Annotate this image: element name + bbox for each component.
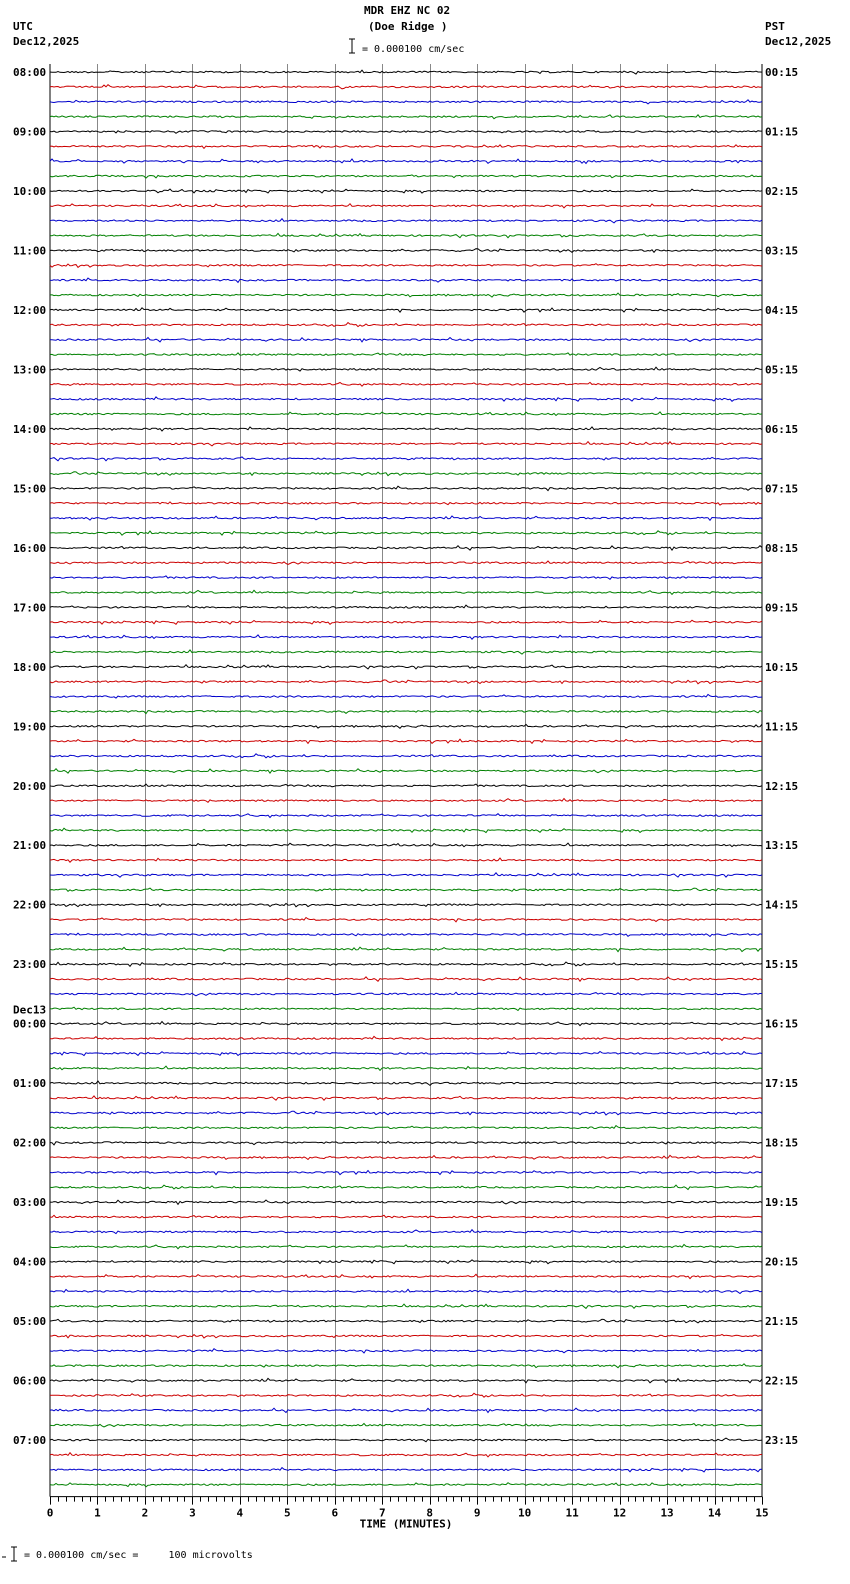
utc-hour-label: 15:00: [13, 482, 47, 496]
trace-line: [50, 888, 762, 891]
trace-line: [50, 1215, 762, 1218]
pst-hour-label: 21:15: [765, 1315, 799, 1329]
trace-line: [50, 382, 762, 386]
trace-line: [50, 516, 762, 520]
trace-line: [50, 1066, 762, 1070]
station-title: MDR EHZ NC 02: [364, 4, 451, 17]
utc-hour-label: 12:00: [13, 303, 47, 317]
trace-line: [50, 131, 762, 134]
x-tick-label: 4: [236, 1506, 244, 1520]
pst-hour-label: 15:15: [765, 958, 799, 972]
utc-hour-label: 00:00: [13, 1017, 47, 1031]
trace-line: [50, 353, 762, 356]
trace-line: [50, 1185, 762, 1189]
right-timezone: PST: [765, 20, 785, 33]
trace-line: [50, 977, 762, 981]
trace-line: [50, 903, 762, 906]
trace-line: [50, 159, 762, 164]
x-tick-label: 14: [707, 1506, 722, 1520]
utc-date-label: Dec13: [13, 1003, 47, 1017]
trace-line: [50, 1096, 762, 1100]
pst-hour-label: 02:15: [765, 184, 799, 198]
trace-line: [50, 293, 762, 297]
trace-line: [50, 843, 762, 847]
trace-line: [50, 502, 762, 505]
x-tick-label: 15: [755, 1506, 769, 1520]
x-tick-label: 9: [473, 1506, 481, 1520]
pst-hour-label: 23:15: [765, 1434, 799, 1448]
utc-hour-label: 17:00: [13, 601, 47, 615]
x-tick-label: 5: [284, 1506, 291, 1520]
pst-hour-label: 13:15: [765, 839, 799, 853]
pst-hour-label: 09:15: [765, 601, 799, 615]
x-axis-title: TIME (MINUTES): [359, 1517, 453, 1531]
trace-line: [50, 1289, 762, 1293]
x-tick-label: 0: [46, 1506, 54, 1520]
trace-line: [50, 233, 762, 237]
pst-hour-label: 19:15: [765, 1196, 799, 1210]
utc-hour-label: 01:00: [13, 1077, 47, 1091]
x-tick-label: 1: [94, 1506, 101, 1520]
trace-line: [50, 1393, 762, 1397]
trace-line: [50, 278, 762, 282]
trace-line: [50, 412, 762, 416]
trace-line: [50, 769, 762, 773]
utc-hour-label: 16:00: [13, 541, 47, 555]
trace-line: [50, 1364, 762, 1368]
scale-text: = 0.000100 cm/sec: [362, 44, 465, 55]
x-tick-label: 12: [612, 1506, 627, 1520]
trace-line: [50, 472, 762, 476]
utc-hour-label: 06:00: [13, 1374, 47, 1388]
right-date: Dec12,2025: [765, 35, 832, 48]
trace-line: [50, 947, 762, 951]
trace-line: [50, 650, 762, 654]
left-timezone: UTC: [13, 20, 33, 33]
trace-line: [50, 605, 762, 608]
trace-line: [50, 694, 762, 698]
trace-line: [50, 799, 762, 803]
trace-line: [50, 1230, 762, 1234]
pst-hour-label: 20:15: [765, 1255, 799, 1269]
trace-line: [50, 427, 762, 431]
trace-line: [50, 1111, 762, 1115]
pst-hour-label: 06:15: [765, 422, 799, 436]
footer-scale-icon: [0, 1545, 20, 1563]
trace-line: [50, 338, 762, 342]
trace-line: [50, 1126, 762, 1129]
site-name: (Doe Ridge ): [368, 20, 448, 33]
trace-line: [50, 1081, 762, 1085]
trace-line: [50, 367, 762, 371]
trace-line: [50, 1036, 762, 1040]
utc-hour-label: 10:00: [13, 184, 47, 198]
trace-line: [50, 1141, 762, 1145]
x-tick-label: 6: [331, 1506, 339, 1520]
utc-hour-label: 08:00: [13, 66, 47, 79]
trace-line: [50, 308, 762, 312]
pst-hour-label: 11:15: [765, 720, 799, 734]
trace-line: [50, 1022, 762, 1026]
trace-line: [50, 1453, 762, 1457]
trace-line: [50, 70, 762, 74]
utc-hour-label: 22:00: [13, 898, 47, 912]
trace-line: [50, 1438, 762, 1442]
trace-line: [50, 219, 762, 223]
trace-line: [50, 249, 762, 253]
utc-hour-label: 13:00: [13, 363, 47, 377]
utc-hour-label: 14:00: [13, 422, 47, 436]
utc-hour-label: 20:00: [13, 779, 47, 793]
pst-hour-label: 22:15: [765, 1374, 799, 1388]
utc-hour-label: 23:00: [13, 958, 47, 972]
pst-hour-label: 00:15: [765, 66, 799, 79]
pst-hour-label: 07:15: [765, 482, 799, 496]
pst-hour-label: 10:15: [765, 660, 799, 674]
utc-hour-label: 03:00: [13, 1196, 47, 1210]
trace-line: [50, 962, 762, 966]
trace-line: [50, 754, 762, 758]
pst-hour-label: 12:15: [765, 779, 799, 793]
utc-hour-label: 11:00: [13, 244, 47, 258]
x-tick-label: 7: [378, 1506, 386, 1520]
trace-line: [50, 710, 762, 714]
trace-line: [50, 145, 762, 149]
pst-hour-label: 17:15: [765, 1077, 799, 1091]
x-tick-label: 10: [518, 1506, 532, 1520]
pst-hour-label: 01:15: [765, 125, 799, 139]
trace-line: [50, 1274, 762, 1278]
trace-line: [50, 635, 762, 639]
trace-line: [50, 873, 762, 877]
pst-hour-label: 14:15: [765, 898, 799, 912]
trace-line: [50, 85, 762, 89]
trace-line: [50, 531, 762, 535]
trace-line: [50, 1155, 762, 1159]
trace-line: [50, 1408, 762, 1412]
trace-line: [50, 1171, 762, 1175]
trace-line: [50, 323, 762, 327]
trace-line: [50, 264, 762, 268]
trace-line: [50, 546, 762, 550]
trace-line: [50, 1260, 762, 1264]
utc-hour-label: 09:00: [13, 125, 47, 139]
trace-line: [50, 1468, 762, 1472]
trace-line: [50, 858, 762, 862]
trace-line: [50, 189, 762, 193]
trace-line: [50, 1304, 762, 1308]
trace-line: [50, 1200, 762, 1204]
trace-line: [50, 1378, 762, 1382]
trace-line: [50, 115, 762, 119]
trace-line: [50, 828, 762, 832]
pst-hour-label: 04:15: [765, 303, 799, 317]
utc-hour-label: 19:00: [13, 720, 47, 734]
trace-line: [50, 175, 762, 178]
trace-line: [50, 918, 762, 922]
trace-line: [50, 1319, 762, 1323]
pst-hour-label: 03:15: [765, 244, 799, 258]
trace-line: [50, 397, 762, 401]
trace-line: [50, 1424, 762, 1428]
x-tick-label: 13: [660, 1506, 674, 1520]
trace-line: [50, 1007, 762, 1010]
trace-line: [50, 680, 762, 684]
trace-line: [50, 933, 762, 936]
trace-line: [50, 665, 762, 669]
trace-line: [50, 561, 762, 565]
utc-hour-label: 07:00: [13, 1434, 47, 1448]
utc-hour-label: 04:00: [13, 1255, 47, 1269]
pst-hour-label: 16:15: [765, 1017, 799, 1031]
utc-hour-label: 21:00: [13, 839, 47, 853]
utc-hour-label: 18:00: [13, 660, 47, 674]
x-tick-label: 3: [189, 1506, 196, 1520]
utc-hour-label: 05:00: [13, 1315, 47, 1329]
trace-line: [50, 724, 762, 728]
trace-line: [50, 576, 762, 579]
trace-line: [50, 1052, 762, 1056]
trace-line: [50, 620, 762, 624]
x-tick-label: 2: [141, 1506, 149, 1520]
trace-line: [50, 590, 762, 594]
pst-hour-label: 08:15: [765, 541, 799, 555]
pst-hour-label: 05:15: [765, 363, 799, 377]
trace-line: [50, 442, 762, 446]
trace-line: [50, 457, 762, 461]
trace-line: [50, 100, 762, 104]
trace-line: [50, 784, 762, 787]
trace-line: [50, 1349, 762, 1353]
trace-line: [50, 814, 762, 818]
x-tick-label: 8: [426, 1506, 434, 1520]
trace-line: [50, 204, 762, 208]
pst-hour-label: 18:15: [765, 1136, 799, 1150]
trace-line: [50, 739, 762, 743]
trace-line: [50, 1483, 762, 1487]
x-tick-label: 11: [565, 1506, 579, 1520]
footer-scale-text: = 0.000100 cm/sec = 100 microvolts: [24, 1550, 253, 1561]
trace-line: [50, 1245, 762, 1249]
left-date: Dec12,2025: [13, 35, 80, 48]
utc-hour-label: 02:00: [13, 1136, 47, 1150]
trace-line: [50, 486, 762, 490]
trace-line: [50, 1334, 762, 1338]
trace-line: [50, 992, 762, 996]
